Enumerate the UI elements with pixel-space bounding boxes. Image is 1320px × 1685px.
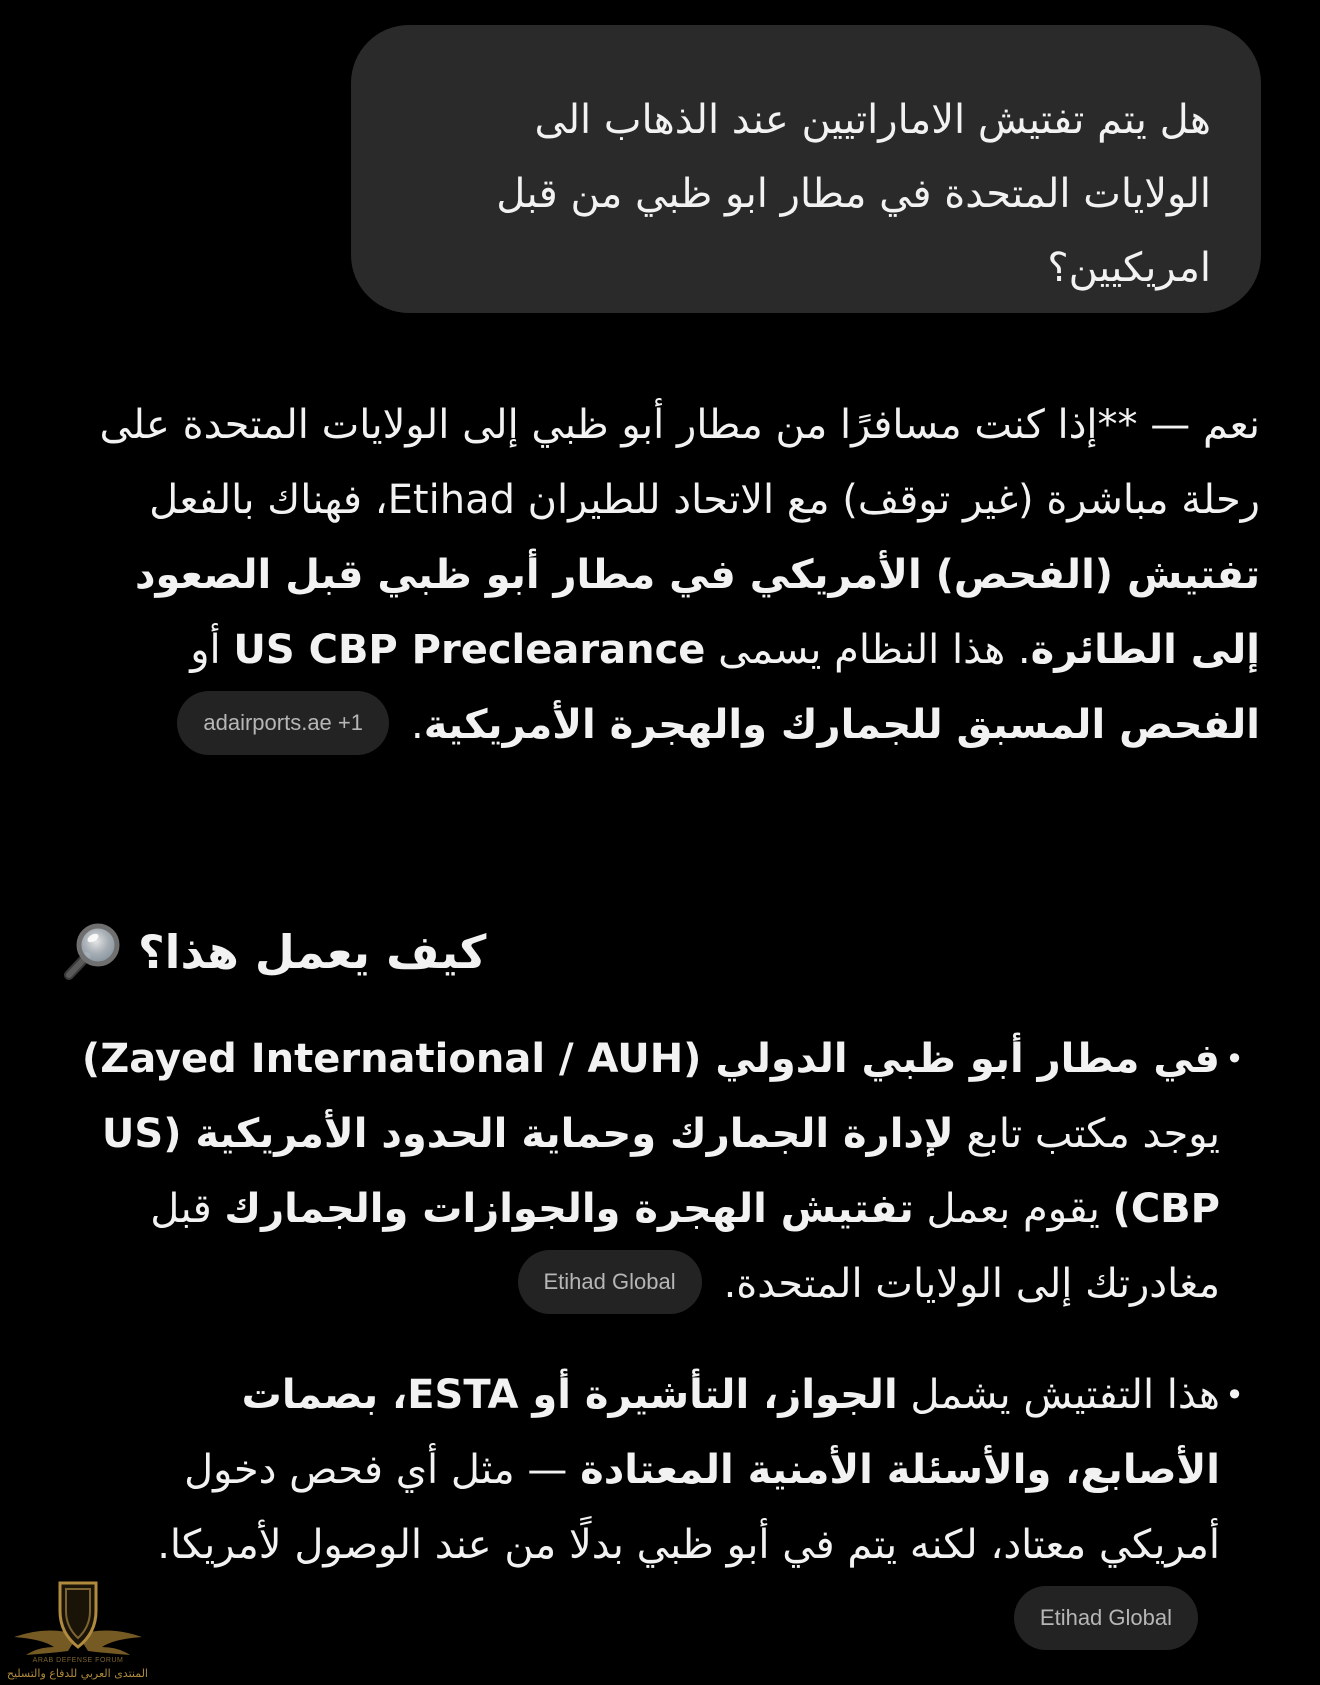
shield-wings-icon (8, 1575, 148, 1665)
bullet-text-part: قبل مغادرتك إلى الولايات المتحدة. (150, 1186, 1220, 1307)
list-item (80, 1358, 1244, 1658)
heading-text: كيف يعمل هذا؟ (138, 925, 487, 979)
answer-text: . (410, 702, 424, 748)
bullet-text-part: هذا التفتيش يشمل (897, 1372, 1220, 1418)
watermark-logo (8, 1575, 148, 1683)
citation-pill[interactable]: Etihad Global (518, 1250, 702, 1314)
user-message-text: هل يتم تفتيش الاماراتيين عند الذهاب الى الولايات المتحدة في مطار ابو ظبي من قبل امريكيين؟ (496, 97, 1211, 291)
watermark-english: ARAB DEFENSE FORUM (32, 1657, 124, 1664)
bullet-text-part: يوجد مكتب تابع (953, 1111, 1220, 1157)
section-heading (60, 912, 486, 992)
bullet-text-bold: لإدارة الجمارك وحماية الحدود الأمريكية (US CBP) (101, 1111, 1220, 1232)
bullet-text-bold: تفتيش الهجرة والجوازات والجمارك (224, 1186, 914, 1232)
answer-text: أو (190, 627, 234, 673)
magnifier-icon (60, 921, 122, 983)
bullet-text-bold: الجواز، التأشيرة أو ESTA، بصمات الأصابع، والأسئلة الأمنية المعتادة (241, 1372, 1220, 1493)
user-message-bubble (351, 25, 1261, 313)
bullet-text-part: — مثل أي فحص دخول أمريكي معتاد، لكنه يتم في أبو ظبي بدلًا من عند الوصول لأمريكا. (157, 1447, 1220, 1568)
bullet-text-part: يقوم بعمل (913, 1186, 1113, 1232)
bullet-marker: • (1225, 1040, 1244, 1078)
bullet-text (80, 1358, 1220, 1658)
citation-pill[interactable]: adairports.ae +1 (177, 691, 389, 755)
answer-paragraph (70, 388, 1260, 763)
citation-pill[interactable]: Etihad Global (1014, 1586, 1198, 1650)
answer-text-bold: US CBP Preclearance (233, 627, 706, 673)
bullet-marker: • (1225, 1376, 1244, 1414)
watermark-arabic: المنتدى العربي للدفاع والتسليح (6, 1667, 148, 1680)
answer-text-bold: تفتيش (الفحص) الأمريكي في مطار أبو ظبي قبل الصعود إلى الطائرة (134, 552, 1260, 673)
answer-text: نعم — **إذا كنت مسافرًا من مطار أبو ظبي إلى الولايات المتحدة على رحلة مباشرة (غير توقف) مع الاتحاد للطيران Etihad، فهناك بالفعل (99, 402, 1260, 523)
answer-text-bold: الفحص المسبق للجمارك والهجرة الأمريكية (423, 702, 1260, 748)
answer-text: . هذا النظام يسمى (705, 627, 1031, 673)
bullet-text (80, 1022, 1220, 1322)
bullet-text-bold: في مطار أبو ظبي الدولي (Zayed International / AUH) (81, 1036, 1220, 1082)
list-item (80, 1022, 1244, 1322)
